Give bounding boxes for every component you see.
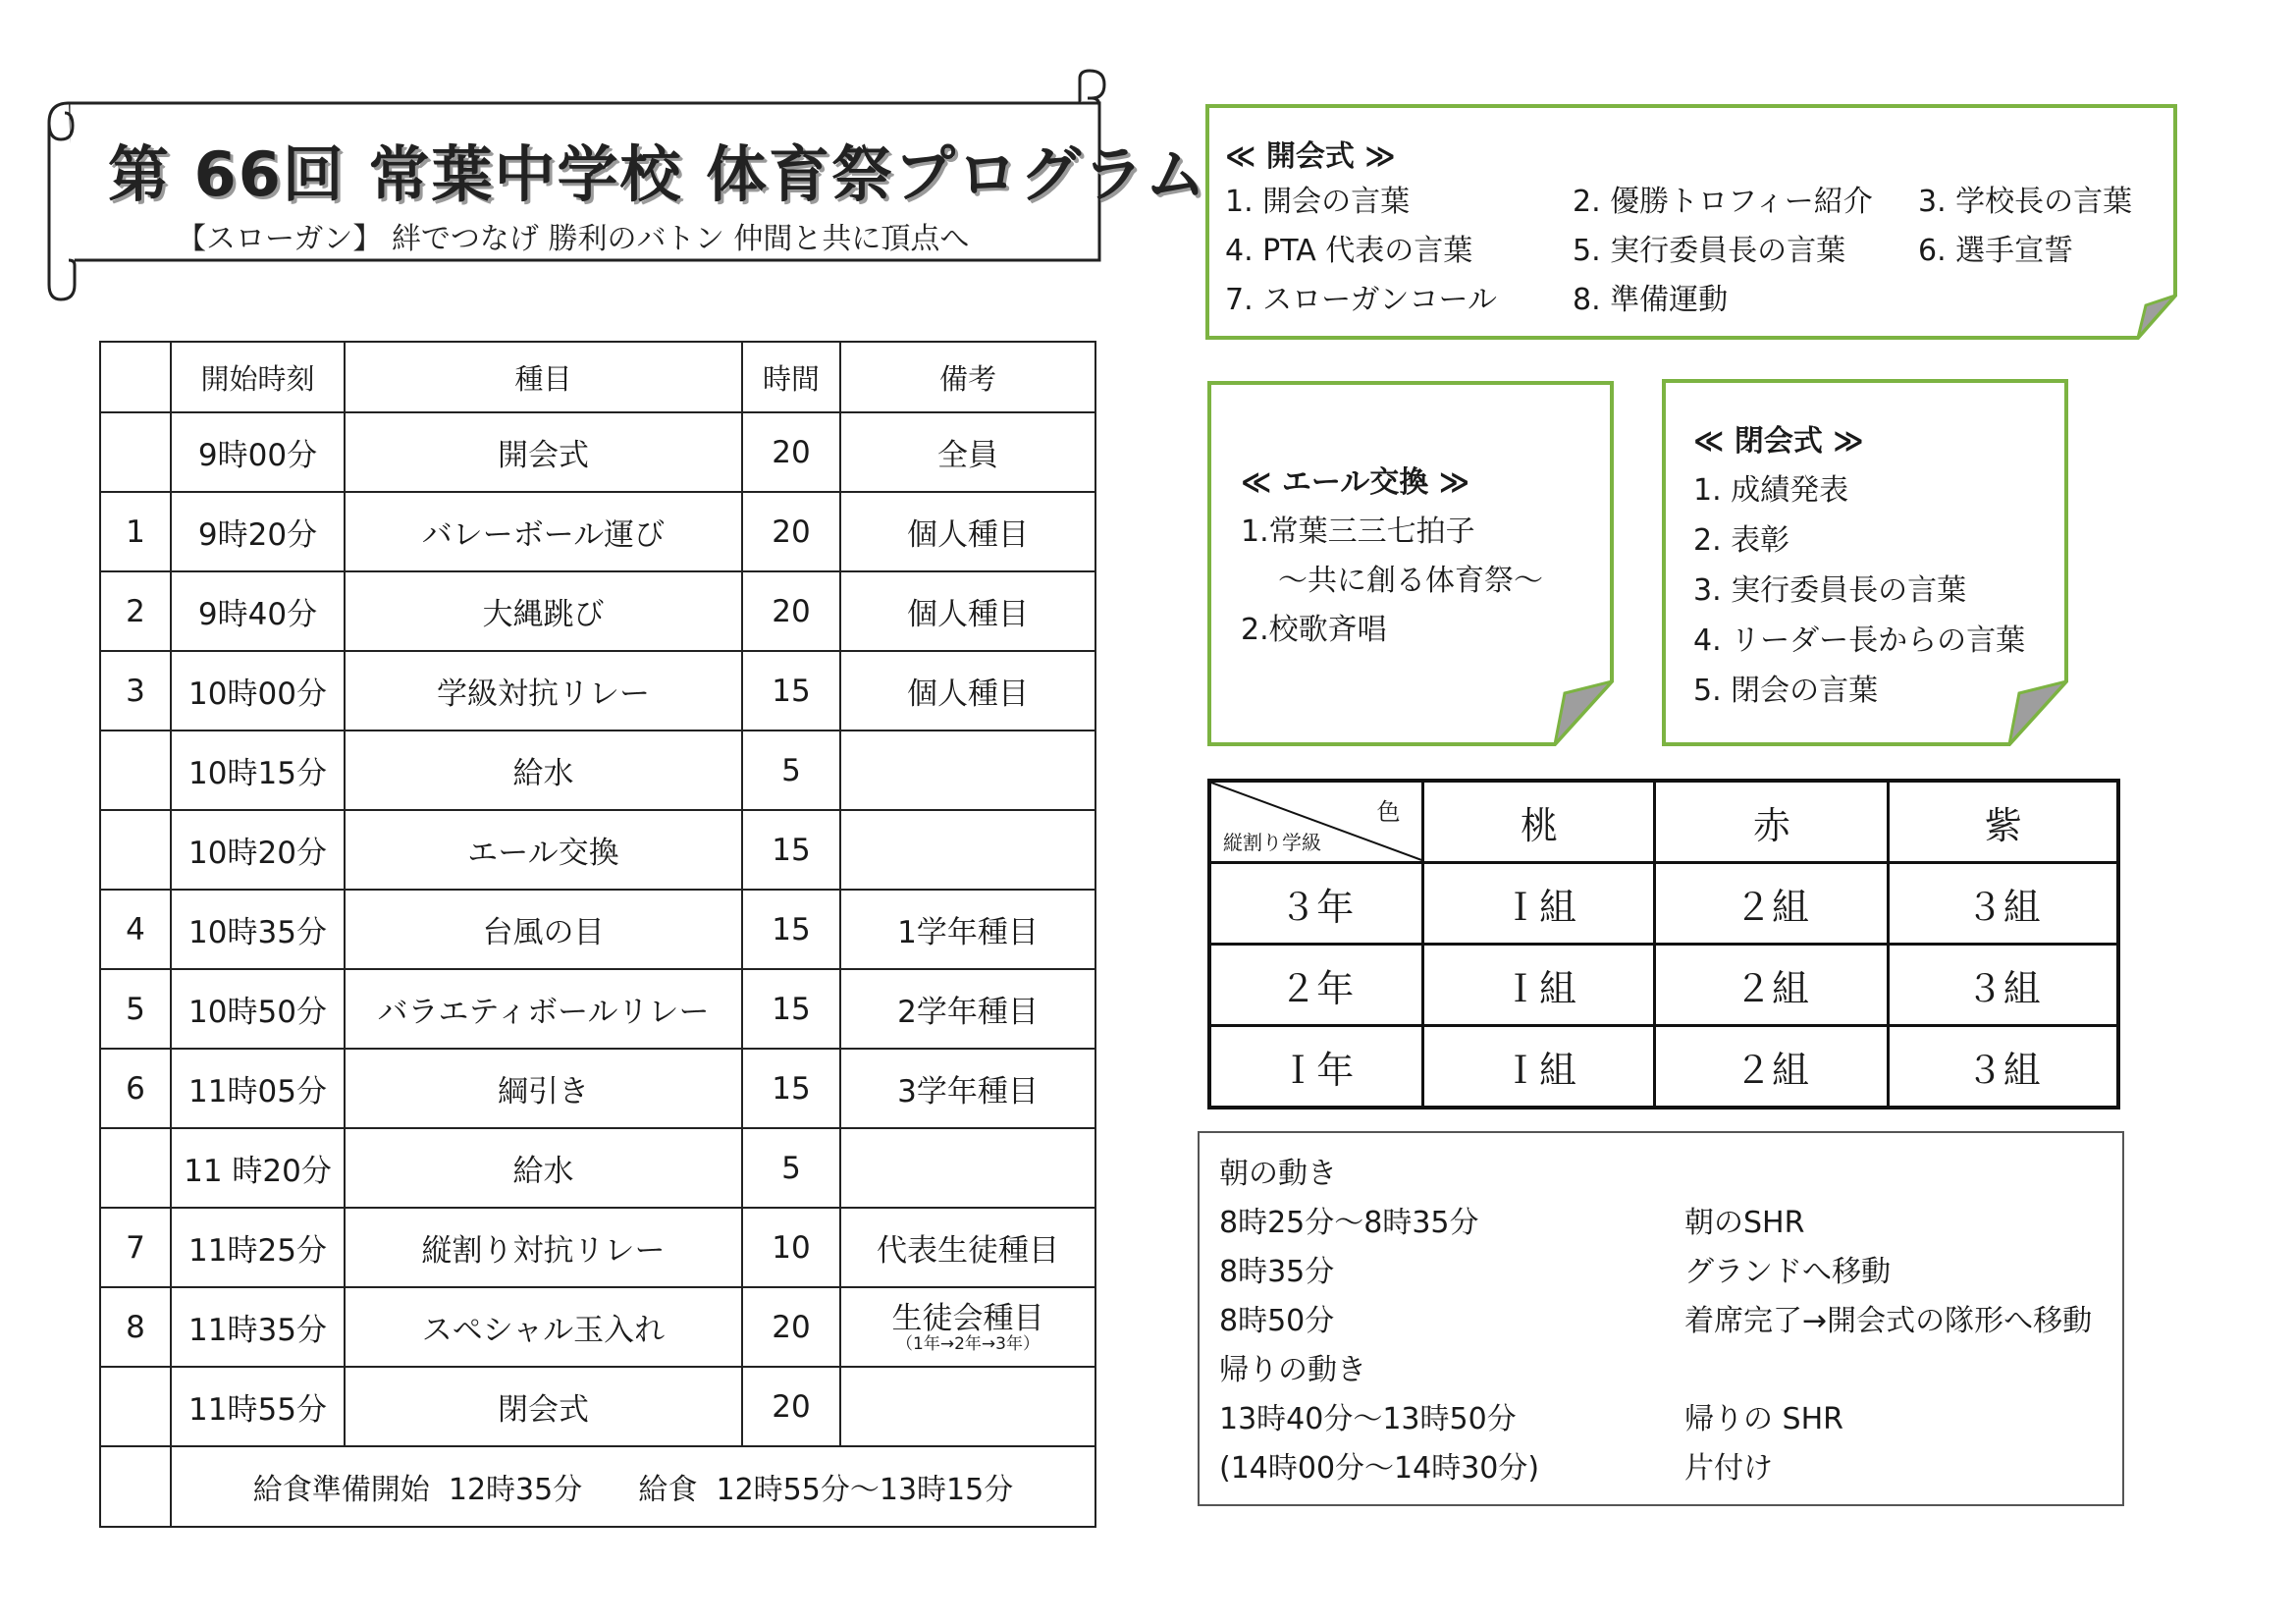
row-event: 閉会式 xyxy=(345,1367,742,1446)
row-note: 個人種目 xyxy=(840,571,1095,651)
row-event: バラエティボールリレー xyxy=(345,969,742,1049)
corner-group-label: 縦割り学級 xyxy=(1223,831,1321,854)
row-event: 給水 xyxy=(345,1128,742,1208)
header-no xyxy=(100,342,171,412)
table-row xyxy=(100,731,1095,810)
class-cell: Ｉ組 xyxy=(1423,1026,1655,1109)
row-note xyxy=(840,1128,1095,1208)
title-banner xyxy=(39,69,1208,304)
yell-item: 1.常葉三三七拍子 xyxy=(1241,514,1475,549)
grade-label: ２年 xyxy=(1209,945,1423,1026)
row-no: 3 xyxy=(100,651,171,731)
yell-item-subtitle: ～共に創る体育祭～ xyxy=(1278,564,1543,598)
lunch-row xyxy=(100,1446,1095,1527)
opening-item: 6. 選手宣誓 xyxy=(1918,234,2074,268)
class-cell: Ｉ組 xyxy=(1423,863,1655,945)
lunch-no xyxy=(100,1446,171,1527)
row-no xyxy=(100,1128,171,1208)
row-time: 10時15分 xyxy=(171,731,345,810)
row-minutes: 15 xyxy=(742,890,840,969)
row-time: 11 時20分 xyxy=(171,1128,345,1208)
opening-item: 1. 開会の言葉 xyxy=(1225,185,1411,219)
table-row xyxy=(100,1128,1095,1208)
morning-time: 8時50分 xyxy=(1219,1304,1335,1338)
corner-color-label: 色 xyxy=(1376,798,1401,826)
closing-heading: ≪ 閉会式 ≫ xyxy=(1693,424,1864,459)
morning-time: 8時35分 xyxy=(1219,1255,1335,1289)
row-minutes: 10 xyxy=(742,1208,840,1287)
row-event: 大縄跳び xyxy=(345,571,742,651)
row-minutes: 15 xyxy=(742,651,840,731)
table-header-row xyxy=(100,342,1095,412)
schedule-table xyxy=(99,341,1096,1528)
row-no: 7 xyxy=(100,1208,171,1287)
row-minutes: 20 xyxy=(742,412,840,492)
yell-item: 2.校歌斉唱 xyxy=(1241,613,1387,647)
team-row xyxy=(1209,863,2118,945)
row-minutes: 20 xyxy=(742,1287,840,1367)
row-time: 11時55分 xyxy=(171,1367,345,1446)
table-row xyxy=(100,890,1095,969)
header-duration: 時間 xyxy=(742,342,840,412)
closing-ceremony-box xyxy=(1662,379,2068,746)
row-minutes: 15 xyxy=(742,810,840,890)
closing-item: 1. 成績発表 xyxy=(1693,473,1849,508)
row-time: 10時00分 xyxy=(171,651,345,731)
opening-heading: ≪ 開会式 ≫ xyxy=(1225,139,1396,174)
morning-action: 朝のSHR xyxy=(1684,1206,1805,1240)
row-no: 5 xyxy=(100,969,171,1049)
row-note-cell xyxy=(840,1287,1095,1367)
row-minutes: 20 xyxy=(742,1367,840,1446)
table-row xyxy=(100,492,1095,571)
table-row xyxy=(100,571,1095,651)
row-time: 11時35分 xyxy=(171,1287,345,1367)
morning-heading: 朝の動き xyxy=(1219,1157,1337,1191)
opening-item: 4. PTA 代表の言葉 xyxy=(1225,234,1473,268)
row-note: 個人種目 xyxy=(840,492,1095,571)
row-event: 給水 xyxy=(345,731,742,810)
row-no xyxy=(100,810,171,890)
row-no: 2 xyxy=(100,571,171,651)
row-event: スペシャル玉入れ xyxy=(345,1287,742,1367)
row-event: バレーボール運び xyxy=(345,492,742,571)
row-note xyxy=(840,810,1095,890)
row-minutes: 20 xyxy=(742,492,840,571)
opening-item: 2. 優勝トロフィー紹介 xyxy=(1573,185,1873,219)
opening-ceremony-box xyxy=(1205,104,2177,340)
row-time: 9時00分 xyxy=(171,412,345,492)
row-note: 個人種目 xyxy=(840,651,1095,731)
row-note: 全員 xyxy=(840,412,1095,492)
row-time: 10時50分 xyxy=(171,969,345,1049)
row-note xyxy=(840,731,1095,810)
row-note-sub: （1年→2年→3年） xyxy=(896,1333,1040,1354)
row-no xyxy=(100,412,171,492)
team-row xyxy=(1209,945,2118,1026)
header-note: 備考 xyxy=(840,342,1095,412)
row-no: 6 xyxy=(100,1049,171,1128)
row-event: 学級対抗リレー xyxy=(345,651,742,731)
lunch-info: 給食準備開始 12時35分 給食 12時55分～13時15分 xyxy=(171,1446,1095,1527)
row-no: 4 xyxy=(100,890,171,969)
opening-item: 3. 学校長の言葉 xyxy=(1918,185,2133,219)
row-time: 11時05分 xyxy=(171,1049,345,1128)
class-cell: ２組 xyxy=(1655,945,1889,1026)
team-assignment-table xyxy=(1207,779,2120,1110)
morning-action: グランドへ移動 xyxy=(1684,1255,1891,1289)
table-row xyxy=(100,1367,1095,1446)
row-note: 1学年種目 xyxy=(840,890,1095,969)
row-minutes: 20 xyxy=(742,571,840,651)
row-minutes: 5 xyxy=(742,731,840,810)
slogan: 【スローガン】 絆でつなげ 勝利のバトン 仲間と共に頂点へ xyxy=(177,222,970,256)
table-row xyxy=(100,969,1095,1049)
team-color-momo: 桃 xyxy=(1423,781,1655,863)
morning-time: 8時25分～8時35分 xyxy=(1219,1206,1479,1240)
class-cell: ３組 xyxy=(1889,1026,2118,1109)
closing-item: 5. 閉会の言葉 xyxy=(1693,674,1879,708)
return-action: 片付け xyxy=(1684,1451,1773,1486)
row-no: 8 xyxy=(100,1287,171,1367)
table-row xyxy=(100,1049,1095,1128)
team-color-aka: 赤 xyxy=(1655,781,1889,863)
row-event: 開会式 xyxy=(345,412,742,492)
row-minutes: 15 xyxy=(742,1049,840,1128)
class-cell: ２組 xyxy=(1655,1026,1889,1109)
movements-box xyxy=(1198,1131,2124,1506)
closing-item: 4. リーダー長からの言葉 xyxy=(1693,623,2026,658)
row-time: 11時25分 xyxy=(171,1208,345,1287)
row-event: 縦割り対抗リレー xyxy=(345,1208,742,1287)
grade-label: ３年 xyxy=(1209,863,1423,945)
header-start-time: 開始時刻 xyxy=(171,342,345,412)
class-cell: ２組 xyxy=(1655,863,1889,945)
corner-cell xyxy=(1209,781,1423,863)
return-time: 13時40分～13時50分 xyxy=(1219,1402,1517,1436)
grade-label: Ｉ年 xyxy=(1209,1026,1423,1109)
opening-item: 7. スローガンコール xyxy=(1225,283,1497,317)
closing-item: 2. 表彰 xyxy=(1693,523,1790,558)
row-time: 10時35分 xyxy=(171,890,345,969)
row-time: 10時20分 xyxy=(171,810,345,890)
row-note: 代表生徒種目 xyxy=(840,1208,1095,1287)
page-title: 第 66回 常葉中学校 体育祭プログラム xyxy=(108,138,1208,210)
yell-exchange-box xyxy=(1207,381,1614,746)
table-row xyxy=(100,810,1095,890)
table-row xyxy=(100,412,1095,492)
row-note: 2学年種目 xyxy=(840,969,1095,1049)
class-cell: Ｉ組 xyxy=(1423,945,1655,1026)
table-row xyxy=(100,1208,1095,1287)
return-heading: 帰りの動き xyxy=(1219,1353,1366,1387)
class-cell: ３組 xyxy=(1889,863,2118,945)
row-event: 綱引き xyxy=(345,1049,742,1128)
opening-item: 5. 実行委員長の言葉 xyxy=(1573,234,1846,268)
header-event: 種目 xyxy=(345,342,742,412)
row-no xyxy=(100,1367,171,1446)
yell-heading: ≪ エール交換 ≫ xyxy=(1241,465,1470,500)
return-action: 帰りの SHR xyxy=(1684,1402,1843,1436)
closing-item: 3. 実行委員長の言葉 xyxy=(1693,573,1967,608)
row-note: 生徒会種目 xyxy=(891,1300,1044,1336)
row-note: 3学年種目 xyxy=(840,1049,1095,1128)
row-note xyxy=(840,1367,1095,1446)
row-event: 台風の目 xyxy=(345,890,742,969)
row-event: エール交換 xyxy=(345,810,742,890)
morning-action: 着席完了→開会式の隊形へ移動 xyxy=(1684,1304,2093,1338)
row-no: 1 xyxy=(100,492,171,571)
return-time: (14時00分～14時30分) xyxy=(1219,1451,1540,1486)
table-row xyxy=(100,651,1095,731)
row-minutes: 5 xyxy=(742,1128,840,1208)
row-time: 9時40分 xyxy=(171,571,345,651)
team-color-murasaki: 紫 xyxy=(1889,781,2118,863)
opening-item: 8. 準備運動 xyxy=(1573,283,1729,317)
row-minutes: 15 xyxy=(742,969,840,1049)
table-row xyxy=(100,1287,1095,1367)
team-row xyxy=(1209,1026,2118,1109)
class-cell: ３組 xyxy=(1889,945,2118,1026)
row-time: 9時20分 xyxy=(171,492,345,571)
row-no xyxy=(100,731,171,810)
team-header-row xyxy=(1209,781,2118,863)
